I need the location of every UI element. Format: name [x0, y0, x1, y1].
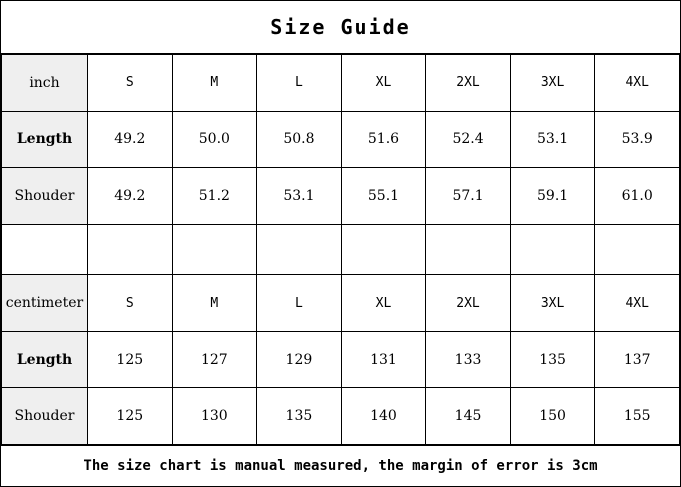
cell-length-inch-4xl: 53.9: [595, 111, 680, 168]
unit-label-centimeter: centimeter: [2, 275, 88, 332]
spacer-cell-4: [257, 224, 342, 274]
table-header-row-inch: [2, 55, 680, 112]
cell-shouder-cm-l: 135: [257, 388, 342, 445]
cell-shouder-inch-4xl: 61.0: [595, 168, 680, 225]
size-header-3xl-inch: 3XL: [510, 55, 595, 112]
cell-shouder-inch-m: 51.2: [172, 168, 257, 225]
size-header-3xl-cm: 3XL: [510, 275, 595, 332]
cell-shouder-cm-xl: 140: [341, 388, 426, 445]
size-header-2xl-cm: 2XL: [426, 275, 511, 332]
row-label-length-inch: Length: [2, 111, 88, 168]
spacer-cell-1: [2, 224, 88, 274]
cell-length-inch-m: 50.0: [172, 111, 257, 168]
table-row-shouder-inch: [2, 168, 680, 225]
cell-length-cm-2xl: 133: [426, 331, 511, 388]
spacer-cell-3: [172, 224, 257, 274]
table-row-shouder-cm: [2, 388, 680, 445]
size-header-m-cm: M: [172, 275, 257, 332]
cell-shouder-inch-2xl: 57.1: [426, 168, 511, 225]
cell-shouder-cm-2xl: 145: [426, 388, 511, 445]
size-header-m-inch: M: [172, 55, 257, 112]
spacer-cell-6: [426, 224, 511, 274]
table-spacer-row: [2, 224, 680, 274]
spacer-cell-2: [88, 224, 173, 274]
cell-length-cm-l: 129: [257, 331, 342, 388]
cell-shouder-cm-m: 130: [172, 388, 257, 445]
row-label-shouder-inch: Shouder: [2, 168, 88, 225]
size-header-l-inch: L: [257, 55, 342, 112]
unit-label-inch: inch: [2, 55, 88, 112]
size-header-4xl-cm: 4XL: [595, 275, 680, 332]
table-row-length-cm: [2, 331, 680, 388]
table-row-length-inch: [2, 111, 680, 168]
cell-shouder-inch-xl: 55.1: [341, 168, 426, 225]
cell-length-cm-3xl: 135: [510, 331, 595, 388]
size-header-s-inch: S: [88, 55, 173, 112]
footer-note: The size chart is manual measured, the margin of error is 3cm: [1, 445, 680, 486]
cell-shouder-inch-s: 49.2: [88, 168, 173, 225]
row-label-shouder-cm: Shouder: [2, 388, 88, 445]
cell-length-inch-s: 49.2: [88, 111, 173, 168]
cell-length-inch-l: 50.8: [257, 111, 342, 168]
cell-length-inch-xl: 51.6: [341, 111, 426, 168]
size-header-l-cm: L: [257, 275, 342, 332]
cell-length-inch-3xl: 53.1: [510, 111, 595, 168]
cell-length-cm-4xl: 137: [595, 331, 680, 388]
cell-length-inch-2xl: 52.4: [426, 111, 511, 168]
spacer-cell-7: [510, 224, 595, 274]
size-header-xl-cm: XL: [341, 275, 426, 332]
table-header-row-centimeter: [2, 275, 680, 332]
row-label-length-cm: Length: [2, 331, 88, 388]
size-header-2xl-inch: 2XL: [426, 55, 511, 112]
spacer-cell-5: [341, 224, 426, 274]
cell-shouder-cm-4xl: 155: [595, 388, 680, 445]
cell-length-cm-m: 127: [172, 331, 257, 388]
size-chart-table: [1, 54, 680, 445]
cell-shouder-inch-3xl: 59.1: [510, 168, 595, 225]
page-title: Size Guide: [1, 1, 680, 54]
spacer-cell-8: [595, 224, 680, 274]
size-header-4xl-inch: 4XL: [595, 55, 680, 112]
cell-shouder-inch-l: 53.1: [257, 168, 342, 225]
size-header-xl-inch: XL: [341, 55, 426, 112]
cell-length-cm-xl: 131: [341, 331, 426, 388]
cell-length-cm-s: 125: [88, 331, 173, 388]
size-header-s-cm: S: [88, 275, 173, 332]
cell-shouder-cm-s: 125: [88, 388, 173, 445]
cell-shouder-cm-3xl: 150: [510, 388, 595, 445]
